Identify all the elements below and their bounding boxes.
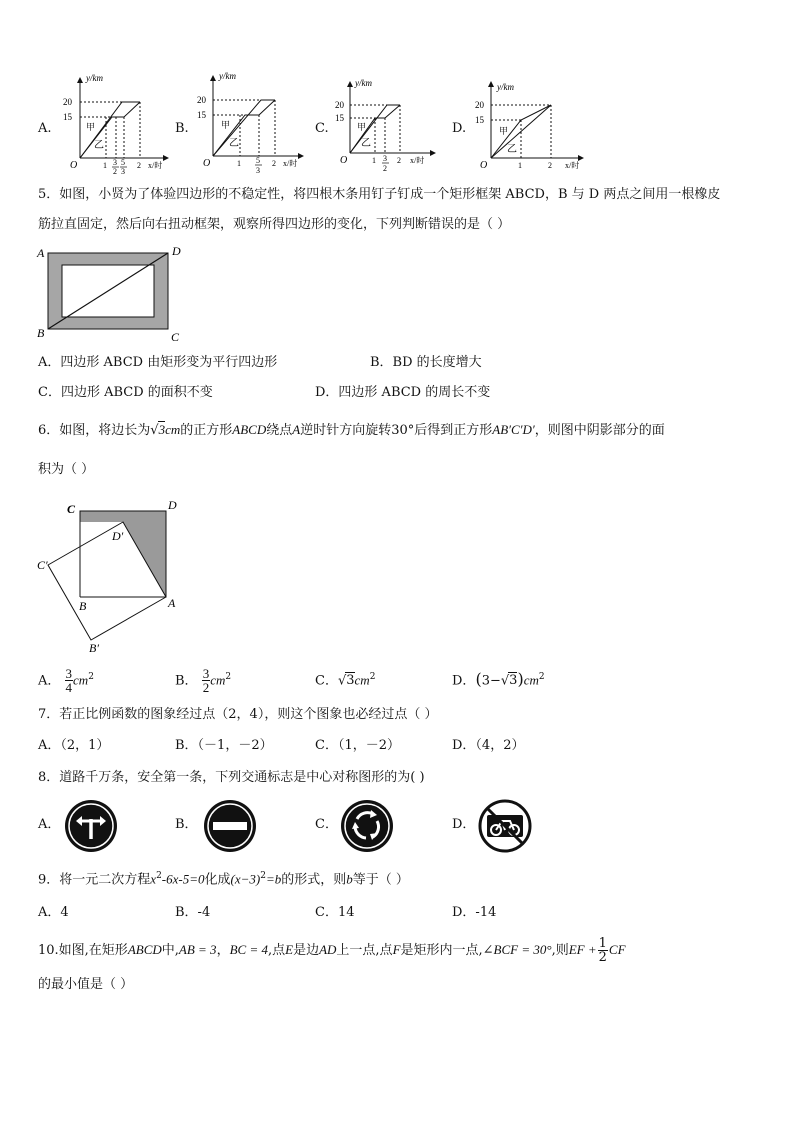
q4b-xt1: 1	[237, 159, 241, 168]
q6-text-4: 逆时针方向旋转	[300, 423, 392, 438]
q5-label-d: D	[172, 244, 181, 258]
q6-option-b-unit: cm	[210, 672, 226, 688]
q5-option-d[interactable]: D．四边形 ABCD 的周长不变	[315, 385, 491, 400]
q4-graph-b	[195, 70, 305, 175]
q6-option-d-unit: cm	[523, 672, 539, 688]
q4a-xt2-num: 3	[113, 158, 117, 167]
q4c-xt2-den: 2	[383, 164, 387, 173]
q4a-xt3-num: 5	[121, 158, 125, 167]
q4b-yi: 乙	[229, 138, 239, 149]
q4a-y15: 15	[63, 112, 72, 122]
q10-text-4: ,点	[267, 943, 286, 958]
q6-label-a: A	[168, 596, 176, 610]
q4a-xlabel: x/时	[148, 161, 163, 170]
q10-stem-line2: 的最小值是（ ）	[38, 977, 134, 992]
q6-label-d-prime: D′	[112, 529, 124, 543]
q9-eq1-rest: -6x-5=0	[161, 871, 205, 887]
q6-option-d-sqrt: 3	[509, 673, 518, 689]
q6-option-a-unit: cm	[73, 672, 89, 688]
q5-label-b: B	[37, 326, 45, 340]
q7-option-a[interactable]: A．（2，1）	[38, 738, 110, 753]
q4a-y20: 20	[63, 97, 72, 107]
q9-text-2: 化成	[204, 872, 231, 888]
q8-option-b-letter[interactable]: B．	[175, 817, 198, 832]
q6-text-1: 6．如图，将边长为	[38, 423, 151, 438]
q4-option-b-letter: B.	[175, 121, 189, 136]
q6-stem-line2: 积为（ ）	[38, 462, 95, 477]
q10-text-1: 10.如图,在矩形	[38, 943, 128, 958]
q6-stem-line1	[38, 421, 665, 440]
q4-option-a-letter: A.	[38, 121, 52, 136]
q6-label-d: D	[168, 498, 177, 512]
q6-option-d[interactable]: D．$(3-√3)cm^2$	[452, 669, 545, 689]
q4c-y15: 15	[335, 113, 344, 123]
q5-option-b[interactable]: B．BD 的长度增大	[370, 355, 482, 370]
q6-option-b-letter: B．	[175, 673, 198, 689]
q4d-y20: 20	[475, 100, 484, 110]
q10-ab: AB = 3	[178, 942, 217, 957]
q4b-origin: O	[203, 158, 211, 169]
q9-option-c[interactable]: C．14	[315, 905, 355, 920]
q5-rectangle-frame-figure	[35, 243, 195, 345]
q5-stem-line2: 筋拉直固定，然后向右扭动框架，观察所得四边形的变化，下列判断错误的是（ ）	[38, 217, 511, 232]
q6-option-a-sq: 2	[88, 672, 94, 682]
q6-sqrt-sign: √	[150, 423, 159, 438]
q4-graph-a	[60, 70, 170, 175]
q8-option-c-letter[interactable]: C．	[315, 817, 338, 832]
q6-text-3: 绕点	[266, 423, 293, 438]
q4-graph-d	[475, 78, 590, 173]
q4d-yi: 乙	[507, 144, 517, 155]
no-bicycle-sign-icon[interactable]	[478, 799, 532, 853]
q6-option-c-unit: cm	[354, 672, 370, 688]
q6-option-d-three: 3	[481, 673, 490, 689]
q9-option-d[interactable]: D．-14	[452, 905, 497, 920]
q4b-y15: 15	[197, 110, 206, 120]
q4b-jia: 甲	[221, 120, 231, 130]
q4b-y20: 20	[197, 95, 206, 105]
q7-option-c[interactable]: C．（1，－2）	[315, 738, 400, 753]
q4d-origin: O	[480, 160, 488, 171]
q4b-xlabel: x/时	[283, 159, 298, 168]
q4-option-c-letter: C.	[315, 121, 329, 136]
q5-label-a: A	[37, 246, 45, 260]
q8-stem: 8．道路千万条，安全第一条，下列交通标志是中心对称图形的为( )	[38, 770, 425, 785]
q6-sqrt-value: 3	[158, 422, 166, 437]
q6-option-a-num: 3	[65, 666, 73, 682]
q4d-ylabel: y/km	[497, 82, 514, 92]
q10-text-2: 中,	[161, 943, 179, 958]
q6-option-a-den: 4	[65, 680, 73, 696]
q10-text-8: ,则	[551, 943, 569, 958]
q9-eq2-b: =b	[265, 871, 282, 887]
q8-option-d-letter[interactable]: D．	[452, 817, 476, 832]
q9-text-1: 9．将一元二次方程	[38, 872, 151, 888]
q9-eq1-x: x	[150, 871, 157, 887]
q4a-xt4: 2	[137, 161, 141, 170]
q4a-yi: 乙	[94, 140, 104, 151]
q7-option-b[interactable]: B．（－1，－2）	[175, 738, 273, 753]
q6-option-c[interactable]: C．$√3cm^2$	[315, 672, 376, 689]
no-entry-sign-icon[interactable]	[203, 799, 257, 853]
q9-eq2-a: (x−3)	[230, 871, 261, 887]
q6-option-a[interactable]	[38, 662, 94, 696]
q6-abcd2: AB′C′D′	[492, 422, 535, 437]
q9-option-b[interactable]: B．-4	[175, 905, 211, 920]
q4d-jia: 甲	[499, 126, 509, 136]
q10-e: E	[285, 942, 294, 957]
q4c-xlabel: x/时	[410, 156, 425, 165]
q4c-jia: 甲	[357, 122, 367, 132]
q4b-ylabel: y/km	[219, 71, 236, 81]
q4a-xt2-den: 2	[113, 167, 117, 175]
q4d-xt1: 1	[518, 161, 522, 170]
q4c-xt4: 2	[397, 156, 401, 165]
q10-text-6: 上一点,点	[336, 943, 393, 958]
q6-rotated-square-figure	[35, 495, 185, 655]
q4c-ylabel: y/km	[355, 78, 372, 88]
q10-ad: AD	[319, 942, 337, 957]
q4c-origin: O	[340, 155, 348, 166]
q4b-xt3-num: 5	[256, 156, 260, 165]
q4a-origin: O	[70, 160, 78, 171]
q10-angle: ∠BCF = 30°	[482, 942, 552, 957]
q4b-xt4: 2	[272, 159, 276, 168]
q6-option-d-minus: −	[489, 673, 501, 689]
q10-text-7: 是矩形内一点,	[400, 943, 483, 958]
q6-option-c-sqrt: 3	[346, 673, 355, 689]
q6-text-6: ，则图中阴影部分的面	[534, 423, 665, 438]
roundabout-sign-icon[interactable]	[340, 799, 394, 853]
q7-stem: 7．若正比例函数的图象经过点（2，4），则这个图象也必经过点（ ）	[38, 707, 438, 722]
q5-option-a[interactable]: A．四边形 ABCD 由矩形变为平行四边形	[38, 355, 278, 370]
q4a-xt3-den: 3	[121, 167, 125, 175]
q4d-y15: 15	[475, 115, 484, 125]
q6-option-b[interactable]	[175, 662, 232, 696]
q6-point-a: A	[292, 422, 301, 437]
q5-stem-line1: 5．如图，小贤为了体验四边形的不稳定性，将四根木条用钉子钉成一个矩形框架 ABCD，B 与 D 两点之间用一根橡皮	[38, 187, 721, 202]
q4-graph-c	[335, 78, 440, 173]
q10-stem-line1	[38, 935, 626, 965]
q4c-xt1: 1	[372, 156, 376, 165]
q4c-yi: 乙	[361, 138, 371, 149]
q4-option-d-letter: D.	[452, 121, 467, 136]
q6-text-2: 的正方形	[180, 423, 233, 438]
q6-option-d-sq: 2	[538, 672, 545, 682]
q9-eq1-sup: 2	[156, 871, 162, 881]
q9-eq2-sup: 2	[260, 871, 266, 881]
q6-label-b-prime: B′	[89, 641, 99, 655]
q4d-xt4: 2	[548, 161, 552, 170]
q10-text-3: ，	[216, 943, 230, 958]
q8-option-a-letter[interactable]: A．	[38, 817, 61, 832]
q6-label-c: C	[67, 502, 76, 516]
q6-option-b-den: 2	[202, 680, 210, 696]
q4b-xt3-den: 3	[256, 166, 260, 175]
q9-text-4: 等于（ ）	[352, 872, 409, 888]
q9-text-3: 的形式，则	[281, 872, 347, 888]
q10-frac-num: 1	[598, 936, 607, 951]
q10-f: F	[392, 942, 401, 957]
q6-unit: cm	[165, 422, 181, 437]
q4a-xt1: 1	[103, 161, 107, 170]
q9-stem	[38, 867, 409, 889]
q6-option-b-num: 3	[202, 666, 210, 682]
q9-var-b: b	[346, 871, 353, 887]
q6-option-c-letter: C．	[315, 673, 338, 689]
q4a-jia: 甲	[86, 122, 96, 132]
q6-option-a-letter: A．	[38, 673, 61, 689]
q4d-xlabel: x/时	[565, 161, 580, 170]
q6-option-b-sq: 2	[225, 672, 232, 682]
q4c-xt2-num: 3	[383, 154, 387, 163]
q4a-ylabel: y/km	[86, 73, 103, 83]
q10-ef: EF +	[568, 942, 597, 957]
q6-label-b: B	[79, 599, 87, 613]
q6-text-5: 后得到正方形	[414, 423, 493, 438]
q6-abcd: ABCD	[232, 422, 267, 437]
q10-cf: CF	[608, 942, 626, 957]
q4c-y20: 20	[335, 100, 344, 110]
q7-option-d[interactable]: D．（4，2）	[452, 738, 525, 753]
q10-frac-den: 2	[598, 950, 607, 965]
q9-option-a[interactable]: A．4	[38, 905, 69, 920]
q6-option-d-letter: D．	[452, 673, 476, 689]
turn-left-right-sign-icon[interactable]	[64, 799, 118, 853]
q10-abcd: ABCD	[127, 942, 162, 957]
q10-text-5: 是边	[293, 943, 320, 958]
q10-bc: BC = 4	[229, 942, 268, 957]
q6-label-c-prime: C′	[37, 558, 48, 572]
q5-label-c: C	[171, 330, 180, 344]
q6-option-c-sq: 2	[369, 672, 376, 682]
q5-option-c[interactable]: C．四边形 ABCD 的面积不变	[38, 385, 213, 400]
q6-angle: 30°	[391, 423, 415, 438]
